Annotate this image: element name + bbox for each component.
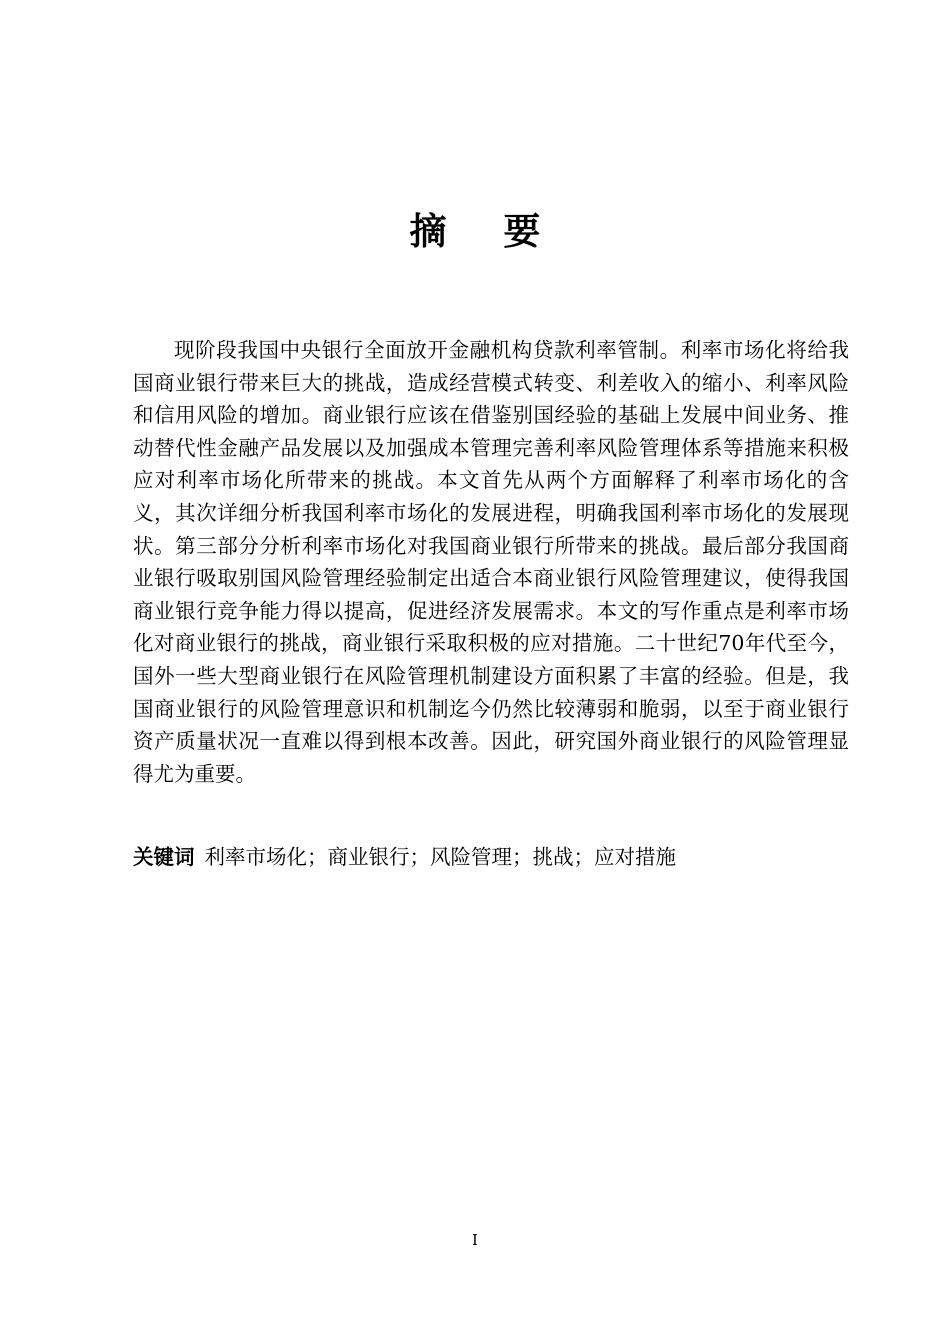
- abstract-title: 摘 要: [409, 210, 563, 253]
- keywords-label: 关键词: [133, 845, 195, 869]
- keywords-list: 利率市场化；商业银行；风险管理；挑战；应对措施: [204, 845, 676, 869]
- abstract-body: 现阶段我国中央银行全面放开金融机构贷款利率管制。利率市场化将给我国商业银行带来巨大的挑战，造成经营模式转变、利差收入的缩小、利率风险和信用风险的增加。商业银行应该在借鉴别国经验的基础上发展中间业务、推动替代性金融产品发展以及加强成本管理完善利率风险管理体系等措施来积极应对利率市场化所带来的挑战。本文首先从两个方面解释了利率市场化的含义，其次详细分析我国利率市场化的发展进程，明确我国利率市场化的发展现状。第三部分分析利率市场化对我国商业银行所带来的挑战。最后部分我国商业银行吸取别国风险管理经验制定出适合本商业银行风险管理建议，使得我国商业银行竞争能力得以提高，促进经济发展需求。本文的写作重点是利率市场化对商业银行的挑战，商业银行采取积极的应对措施。二十世纪70年代至今，国外一些大型商业银行在风险管理机制建设方面积累了丰富的经验。但是，我国商业银行的风险管理意识和机制迄今仍然比较薄弱和脆弱，以至于商业银行资产质量状况一直难以得到根本改善。因此，研究国外商业银行的风险管理显得尤为重要。: [133, 338, 849, 786]
- keywords-line: [133, 841, 849, 873]
- page-number: I: [472, 1231, 478, 1249]
